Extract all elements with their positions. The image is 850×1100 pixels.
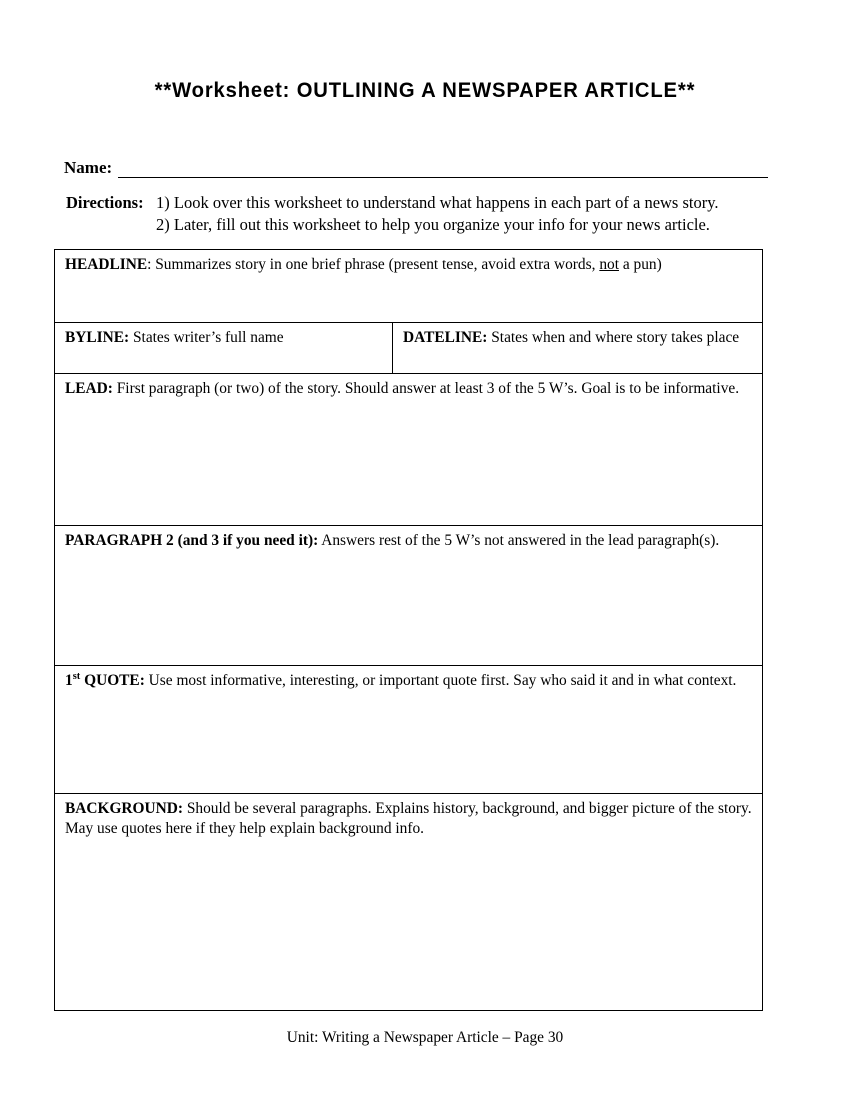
directions-list (156, 192, 776, 235)
name-input-line[interactable] (118, 160, 768, 178)
dateline-label: DATELINE: (403, 329, 488, 346)
byline-text: States writer’s full name (129, 329, 284, 346)
table-row-headline[interactable] (55, 250, 762, 323)
outline-table (54, 249, 763, 1011)
directions-label: Directions: (66, 193, 144, 212)
background-text-line2: May use quotes here if they help explain background info. (65, 819, 425, 837)
quote-text: Use most informative, interesting, or important quote first. Say who said it and in what context. (144, 672, 737, 689)
headline-prompt (55, 250, 762, 275)
headline-emphasis: not (599, 256, 619, 273)
byline-label: BYLINE: (65, 329, 130, 346)
lead-prompt (55, 374, 762, 399)
headline-text-before: Summarizes story in one brief phrase (present tense, avoid extra words, (151, 256, 600, 273)
byline-prompt (55, 323, 392, 348)
page-title: **Worksheet: OUTLINING A NEWSPAPER ARTICLE** (154, 78, 696, 102)
page-footer: Unit: Writing a Newspaper Article – Page 30 (286, 1029, 564, 1046)
background-prompt (55, 794, 762, 838)
table-row-first-quote[interactable] (55, 666, 762, 794)
paragraph2-prompt (55, 526, 762, 551)
table-row-background[interactable] (55, 794, 762, 1010)
lead-label: LEAD: (65, 380, 113, 397)
paragraph2-text: Answers rest of the 5 W’s not answered in the lead paragraph(s). (318, 532, 720, 549)
paragraph2-label: PARAGRAPH 2 (and 3 if you need it): (65, 532, 319, 549)
name-label: Name: (64, 158, 113, 177)
name-field-row (64, 154, 768, 178)
headline-separator: : (147, 256, 152, 273)
quote-label-main: QUOTE: (80, 672, 145, 689)
directions-item-2: 2) Later, fill out this worksheet to help you organize your info for your news article. (156, 214, 710, 234)
background-text-line1: Should be several paragraphs. Explains history, background, and bigger picture of the story. (183, 800, 752, 817)
dateline-prompt (393, 323, 762, 348)
byline-cell[interactable] (55, 323, 393, 373)
quote-prompt (55, 666, 762, 691)
dateline-text: States when and where story takes place (487, 329, 740, 346)
dateline-cell[interactable] (393, 323, 762, 373)
quote-label-superscript: st (72, 670, 81, 682)
lead-text: First paragraph (or two) of the story. Should answer at least 3 of the 5 W’s. Goal is to be informative. (112, 380, 740, 397)
quote-label-prefix: 1 (65, 672, 73, 689)
headline-text-after: a pun) (618, 256, 662, 273)
directions-item-1: 1) Look over this worksheet to understand what happens in each part of a news story. (156, 193, 719, 212)
background-label: BACKGROUND: (65, 800, 183, 817)
table-row-lead[interactable] (55, 374, 762, 526)
table-row-byline-dateline (55, 323, 762, 374)
directions-block (66, 192, 776, 235)
table-row-paragraph2[interactable] (55, 526, 762, 666)
headline-label: HEADLINE (65, 256, 148, 273)
